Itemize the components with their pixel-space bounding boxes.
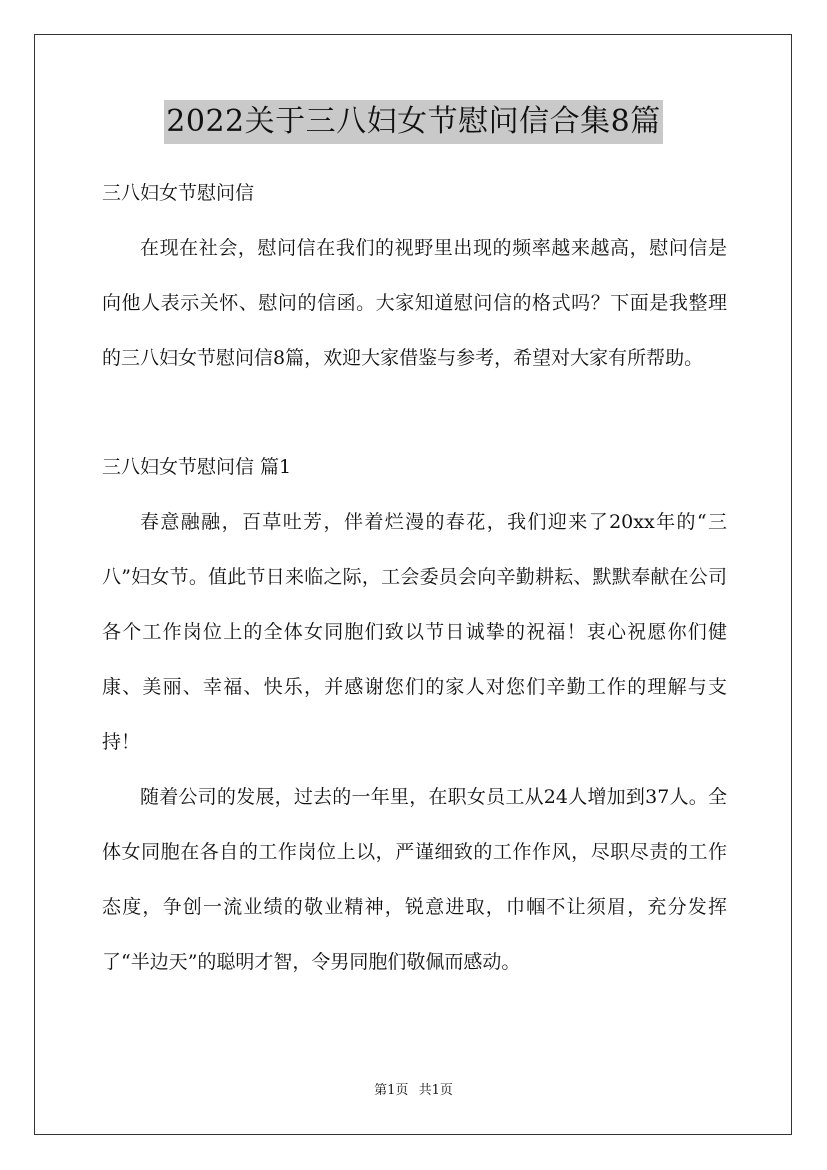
spacer bbox=[102, 386, 727, 446]
title-container bbox=[0, 100, 827, 144]
intro-paragraph: 在现在社会，慰问信在我们的视野里出现的频率越来越高，慰问信是向他人表示关怀、慰问的信函。大家知道慰问信的格式吗？下面是我整理的三八妇女节慰问信8篇，欢迎大家借鉴与参考，希望对大家有所帮助。 bbox=[102, 237, 727, 369]
document-body bbox=[102, 172, 727, 990]
page-footer bbox=[0, 1081, 827, 1101]
section1-heading: 三八妇女节慰问信 篇1 bbox=[102, 456, 292, 478]
intro-heading: 三八妇女节慰问信 bbox=[102, 182, 255, 204]
section1-paragraph-1: 春意融融，百草吐芳，伴着烂漫的春花，我们迎来了20xx年的“三八”妇女节。值此节日来临之际，工会委员会向辛勤耕耘、默默奉献在公司各个工作岗位上的全体女同胞们致以节日诚挚的祝福！衷心祝愿你们健康、美丽、幸福、快乐，并感谢您们的家人对您们辛勤工作的理解与支持！ bbox=[102, 511, 727, 753]
page-number: 第1页 bbox=[374, 1083, 409, 1098]
spacer bbox=[102, 488, 727, 495]
page-total: 共1页 bbox=[418, 1083, 453, 1098]
section1-paragraph-2: 随着公司的发展，过去的一年里，在职女员工从24人增加到37人。全体女同胞在各自的工作岗位上以，严谨细致的工作作风，尽职尽责的工作态度，争创一流业绩的敬业精神，锐意进取，巾帼不让须眉，充分发挥了“半边天”的聪明才智，令男同胞们敬佩而感动。 bbox=[102, 786, 727, 973]
document-title: 2022关于三八妇女节慰问信合集8篇 bbox=[164, 100, 662, 144]
spacer bbox=[102, 214, 727, 221]
